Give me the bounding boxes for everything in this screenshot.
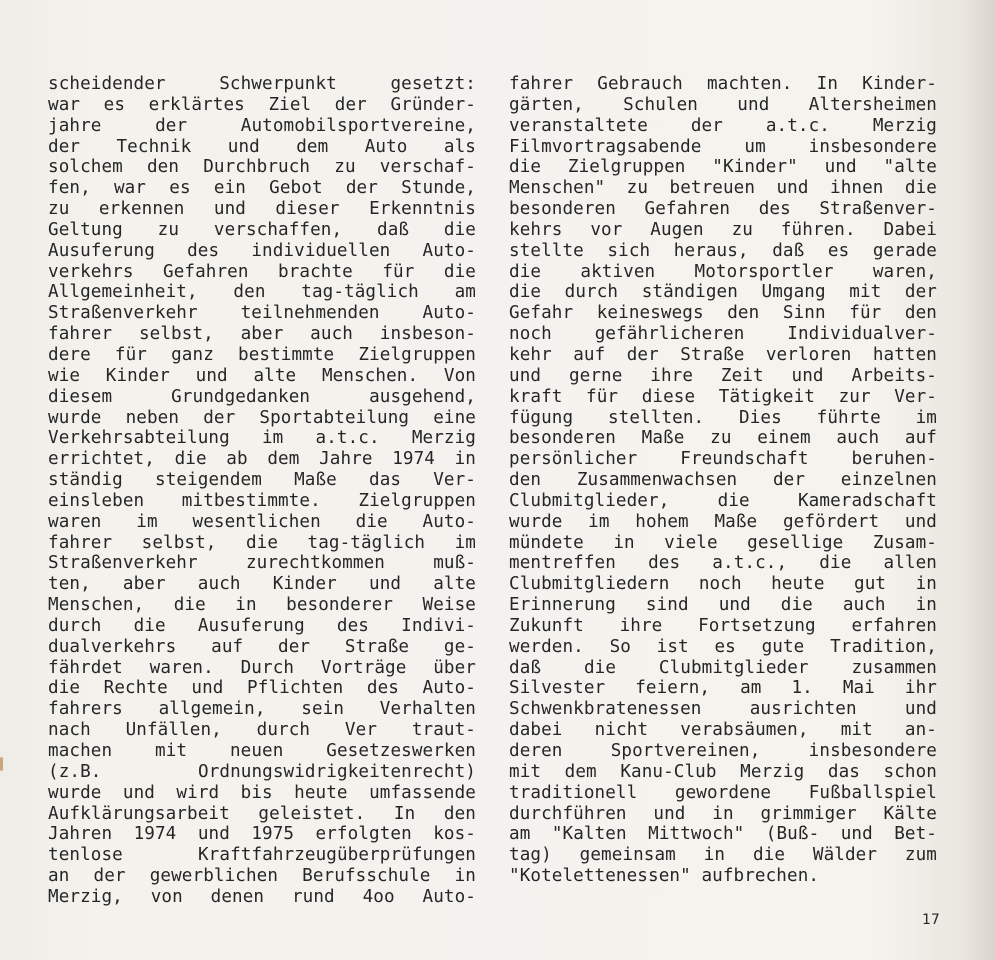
- text-line: wie Kinder und alte Menschen. Von: [48, 365, 476, 386]
- text-line: kehrs vor Augen zu führen. Dabei: [509, 219, 937, 240]
- text-line: Gefahr keineswegs den Sinn für den: [509, 303, 937, 324]
- text-line: einsleben mitbestimmte. Zielgruppen: [48, 490, 476, 511]
- text-line: war es erklärtes Ziel der Gründer-: [48, 94, 476, 115]
- text-line: am "Kalten Mittwoch" (Buß- und Bet-: [509, 824, 937, 845]
- text-line: Filmvortragsabende um insbesondere: [509, 136, 937, 157]
- text-line: dere für ganz bestimmte Zielgruppen: [48, 344, 476, 365]
- text-line: solchem den Durchbruch zu verschaf-: [48, 157, 476, 178]
- text-line: kehr auf der Straße verloren hatten: [509, 344, 937, 365]
- text-line: besonderen Gefahren des Straßenver-: [509, 199, 937, 220]
- text-line: Merzig, von denen rund 4oo Auto-: [48, 886, 476, 907]
- text-line: tag) gemeinsam in die Wälder zum: [509, 845, 937, 866]
- text-line: machen mit neuen Gesetzeswerken: [48, 741, 476, 761]
- text-line: fahrer selbst, die tag-täglich im: [48, 532, 476, 553]
- text-line: ständig steigendem Maße das Ver-: [48, 470, 476, 491]
- text-line: durchführen und in grimmiger Kälte: [509, 803, 937, 824]
- text-line: wurde neben der Sportabteilung eine: [48, 407, 476, 428]
- text-line: noch gefährlicheren Individualver-: [509, 324, 937, 345]
- text-line: wurde im hohem Maße gefördert und: [509, 511, 937, 532]
- text-line: jahre der Automobilsportvereine,: [48, 115, 476, 136]
- text-line: dualverkehrs auf der Straße ge-: [48, 636, 476, 657]
- text-line: Menschen, die in besonderer Weise: [48, 595, 476, 616]
- text-line: daß die Clubmitglieder zusammen: [509, 657, 937, 678]
- text-line: verkehrs Gefahren brachte für die: [48, 261, 476, 282]
- text-line: Clubmitglieder, die Kameradschaft: [509, 490, 937, 511]
- text-line: Schwenkbratenessen ausrichten und: [509, 699, 937, 720]
- text-line: mündete in viele gesellige Zusam-: [509, 532, 937, 553]
- text-line: zu erkennen und dieser Erkenntnis: [48, 199, 476, 220]
- text-line: Menschen" zu betreuen und ihnen die: [509, 178, 937, 199]
- text-line: fährdet waren. Durch Vorträge über: [48, 657, 476, 678]
- text-line: deren Sportvereinen, insbesondere: [509, 741, 937, 761]
- text-line: Silvester feiern, am 1. Mai ihr: [509, 678, 937, 699]
- text-line: Straßenverkehr zurechtkommen muß-: [48, 553, 476, 574]
- text-line: tenlose Kraftfahrzeugüberprüfungen: [48, 845, 476, 866]
- text-line: errichtet, die ab dem Jahre 1974 in: [48, 449, 476, 470]
- text-line: ten, aber auch Kinder und alte: [48, 574, 476, 595]
- text-line: mentreffen des a.t.c., die allen: [509, 553, 937, 574]
- right-text-column: [509, 74, 937, 887]
- text-line: die durch ständigen Umgang mit der: [509, 282, 937, 303]
- text-line: scheidender Schwerpunkt gesetzt:: [48, 74, 476, 94]
- text-line: mit dem Kanu-Club Merzig das schon: [509, 761, 937, 782]
- text-line: fahrers allgemein, sein Verhalten: [48, 699, 476, 720]
- text-line: Aufklärungsarbeit geleistet. In den: [48, 803, 476, 824]
- text-line: Jahren 1974 und 1975 erfolgten kos-: [48, 824, 476, 845]
- text-line: veranstaltete der a.t.c. Merzig: [509, 115, 937, 136]
- text-line: den Zusammenwachsen der einzelnen: [509, 470, 937, 491]
- text-line: stellte sich heraus, daß es gerade: [509, 240, 937, 261]
- text-line: werden. So ist es gute Tradition,: [509, 636, 937, 657]
- paper-edge-mark: [0, 757, 3, 771]
- text-line: die aktiven Motorsportler waren,: [509, 261, 937, 282]
- text-line: "Kotelettenessen" aufbrechen.: [509, 866, 820, 887]
- text-line: diesem Grundgedanken ausgehend,: [48, 386, 476, 407]
- text-line: dabei nicht verabsäumen, mit an-: [509, 720, 937, 741]
- left-text-column: [48, 74, 476, 908]
- text-line: fahrer selbst, aber auch insbeson-: [48, 324, 476, 345]
- text-line: persönlicher Freundschaft beruhen-: [509, 449, 937, 470]
- text-line: Clubmitgliedern noch heute gut in: [509, 574, 937, 595]
- text-line: durch die Ausuferung des Indivi-: [48, 615, 476, 636]
- text-line: fen, war es ein Gebot der Stunde,: [48, 178, 476, 199]
- text-line: besonderen Maße zu einem auch auf: [509, 428, 937, 449]
- text-line: Verkehrsabteilung im a.t.c. Merzig: [48, 428, 476, 449]
- text-line: gärten, Schulen und Altersheimen: [509, 94, 937, 115]
- text-line: der Technik und dem Auto als: [48, 136, 476, 157]
- text-line: wurde und wird bis heute umfassende: [48, 782, 476, 803]
- text-line: fahrer Gebrauch machten. In Kinder-: [509, 74, 937, 94]
- text-line: Allgemeinheit, den tag-täglich am: [48, 282, 476, 303]
- text-line: fügung stellten. Dies führte im: [509, 407, 937, 428]
- text-line: Ausuferung des individuellen Auto-: [48, 240, 476, 261]
- text-line: traditionell gewordene Fußballspiel: [509, 782, 937, 803]
- text-line: Zukunft ihre Fortsetzung erfahren: [509, 615, 937, 636]
- text-line: Straßenverkehr teilnehmenden Auto-: [48, 303, 476, 324]
- text-line: Erinnerung sind und die auch in: [509, 595, 937, 616]
- text-line: die Rechte und Pflichten des Auto-: [48, 678, 476, 699]
- text-line: Geltung zu verschaffen, daß die: [48, 219, 476, 240]
- text-line: nach Unfällen, durch Ver traut-: [48, 720, 476, 741]
- text-line: (z.B. Ordnungswidrigkeitenrecht): [48, 761, 476, 782]
- text-line: waren im wesentlichen die Auto-: [48, 511, 476, 532]
- page-number: 17: [922, 912, 940, 928]
- text-line: an der gewerblichen Berufsschule in: [48, 866, 476, 887]
- text-line: die Zielgruppen "Kinder" und "alte: [509, 157, 937, 178]
- text-line: kraft für diese Tätigkeit zur Ver-: [509, 386, 937, 407]
- text-line: und gerne ihre Zeit und Arbeits-: [509, 365, 937, 386]
